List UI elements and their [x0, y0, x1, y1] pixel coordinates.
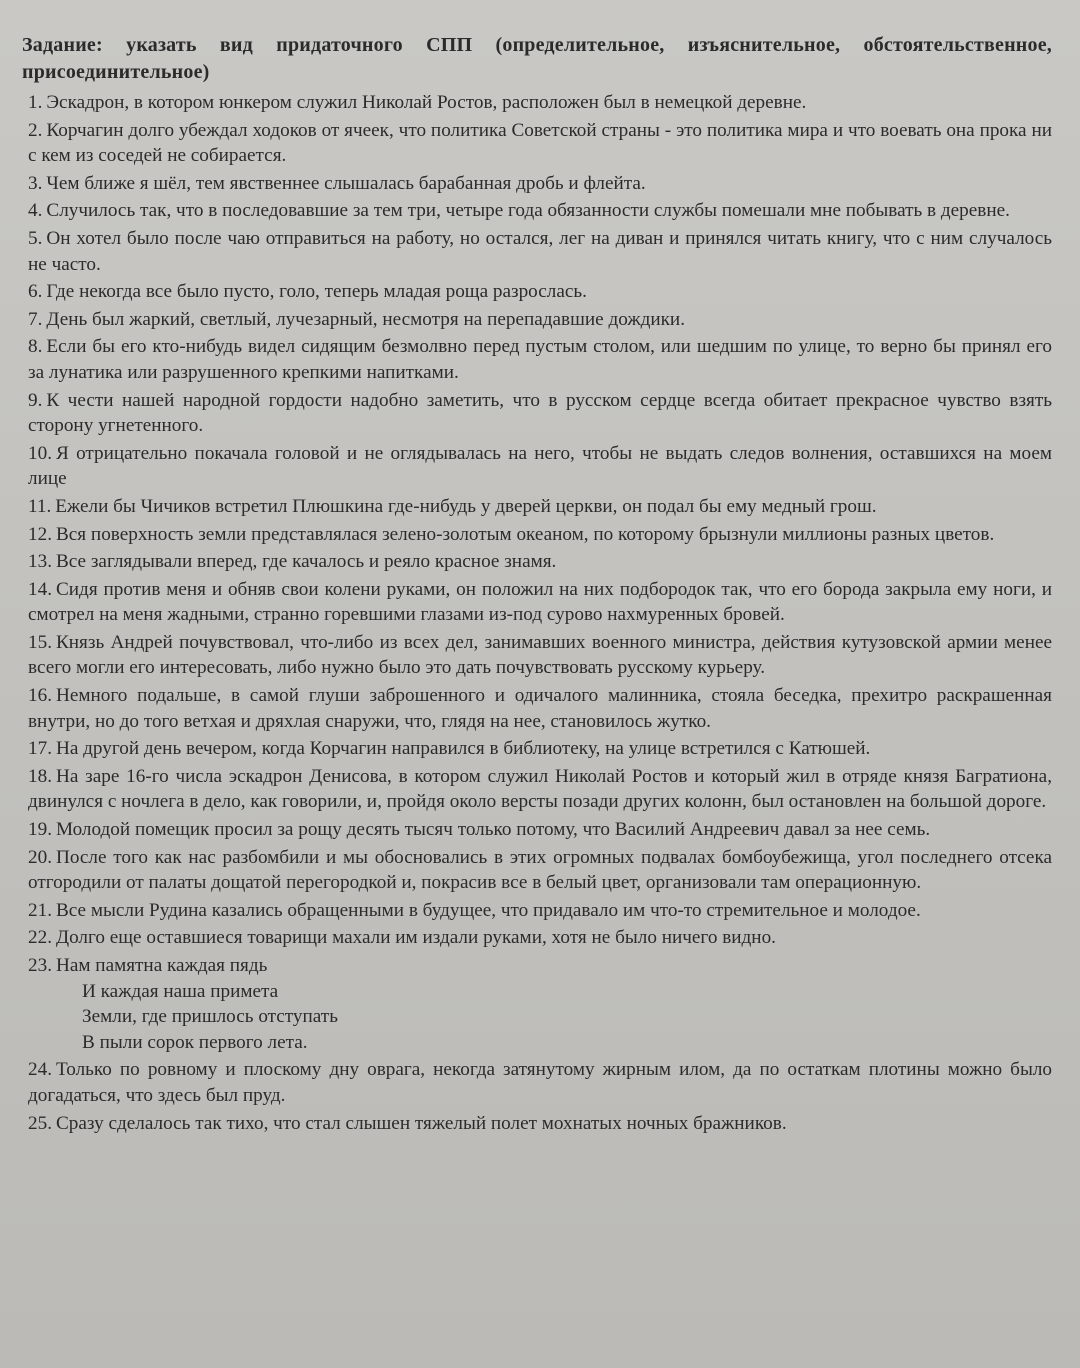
- sentence-item: 10. Я отрицательно покачала головой и не оглядывалась на него, чтобы не выдать следов волнения, оставшихся на моем лице: [28, 442, 1052, 490]
- sentence-item: 1. Эскадрон, в котором юнкером служил Николай Ростов, расположен был в немецкой деревне.: [28, 92, 807, 113]
- sentence-item: 17. На другой день вечером, когда Корчагин направился в библиотеку, на улице встретился с Катюшей.: [28, 738, 871, 760]
- sentence-item: 8. Если бы его кто-нибудь видел сидящим безмолвно перед пустым столом, или шедшим по улице, то верно бы принял его за лунатика или разрушенного крепкими напитками.: [28, 336, 1052, 383]
- sentence-item: 12. Вся поверхность земли представлялася зелено-золотым океаном, по которому брызнули миллионы разных цветов.: [28, 523, 995, 545]
- sentence-item: 9. К чести нашей народной гордости надобно заметить, что в русском сердце всегда обитает прекрасное чувство взять сторону угнетенного.: [28, 389, 1052, 437]
- task-label: Задание: указать вид придаточного СПП: [22, 34, 473, 56]
- sentence-item: 13. Все заглядывали вперед, где качалось и реяло красное знамя.: [28, 551, 557, 573]
- sentence-item: 16. Немного подальше, в самой глуши заброшенного и одичалого малинника, стояла беседка, прехитро раскрашенная внутри, но до того ветхая и дряхлая снаружи, что, глядя на нее, становилось жутко.: [28, 685, 1052, 732]
- task-types: (определительное, изъяснительное, обстоятельственное, присоединительное): [22, 34, 1052, 83]
- sentence-item: 3. Чем ближе я шёл, тем явственнее слышалась барабанная дробь и флейта.: [28, 172, 646, 194]
- task-heading: [22, 32, 1052, 86]
- sentence-item: 4. Случилось так, что в последовавшие за тем три, четыре года обязанности службы помешали мне побывать в деревне.: [28, 200, 1010, 222]
- sentence-item: 7. День был жаркий, светлый, лучезарный, несмотря на перепадавшие дождики.: [28, 308, 685, 330]
- poem-line: 23. Нам памятна каждая пядь: [28, 955, 268, 976]
- poem-line: Земли, где пришлось отступать: [82, 1006, 338, 1028]
- sentence-item: 22. Долго еще оставшиеся товарищи махали им издали руками, хотя не было ничего видно.: [28, 927, 776, 949]
- sentence-item: 20. После того как нас разбомбили и мы обосновались в этих огромных подвалах бомбоубежища, угол последнего отсека отгородили от палаты дощатой перегородкой и, покрасив все в белый цвет, организовали там операционную.: [28, 846, 1052, 894]
- poem-line: И каждая наша примета: [82, 980, 279, 1002]
- sentence-item: 18. На заре 16-го числа эскадрон Денисова, в котором служил Николай Ростов и который жил в отряде князя Багратиона, двинулся с ночлега в дело, как говорили, и, пройдя около версты позади других колонн, был остановлен на большой дороге.: [28, 765, 1052, 813]
- sentence-item: 15. Князь Андрей почувствовал, что-либо из всех дел, занимавших военного министра, действия кутузовской армии менее всего могли его интересовать, либо нужно было это дать почувствовать русскому курьеру.: [28, 631, 1052, 679]
- sentence-item: 14. Сидя против меня и обняв свои колени руками, он положил на них подбородок так, что его борода закрыла ему ноги, и смотрел на меня жадными, странно горевшими глазами из-под сурово нахмуренных бровей.: [28, 578, 1052, 626]
- sentence-item: 2. Корчагин долго убеждал ходоков от ячеек, что политика Советской страны - это политика мира и что воевать она прока ни с кем из соседей не собирается.: [28, 119, 1052, 167]
- sentence-item: 5. Он хотел было после чаю отправиться на работу, но остался, лег на диван и принялся читать книгу, что с ним случалось не часто.: [28, 227, 1052, 275]
- poem-lines: [28, 953, 1052, 1055]
- sentence-item: 11. Ежели бы Чичиков встретил Плюшкина где-нибудь у дверей церкви, он подал бы ему медный грош.: [28, 495, 877, 517]
- sentence-list: [22, 90, 1052, 1136]
- sentence-item: 19. Молодой помещик просил за рощу десять тысяч только потому, что Василий Андреевич давал за нее семь.: [28, 819, 931, 841]
- sentence-item: 6. Где некогда все было пусто, голо, теперь младая роща разрослась.: [28, 281, 587, 303]
- sentence-item: 25. Сразу сделалось так тихо, что стал слышен тяжелый полет мохнатых ночных бражников.: [28, 1112, 787, 1134]
- poem-line: В пыли сорок первого лета.: [82, 1031, 308, 1053]
- poem-item: [28, 953, 1052, 1055]
- sentence-item: 24. Только по ровному и плоскому дну оврага, некогда затянутому жирным илом, да по остаткам плотины можно было догадаться, что здесь был пруд.: [28, 1059, 1052, 1106]
- sentence-item: 21. Все мысли Рудина казались обращенными в будущее, что придавало им что-то стремительное и молодое.: [28, 899, 921, 921]
